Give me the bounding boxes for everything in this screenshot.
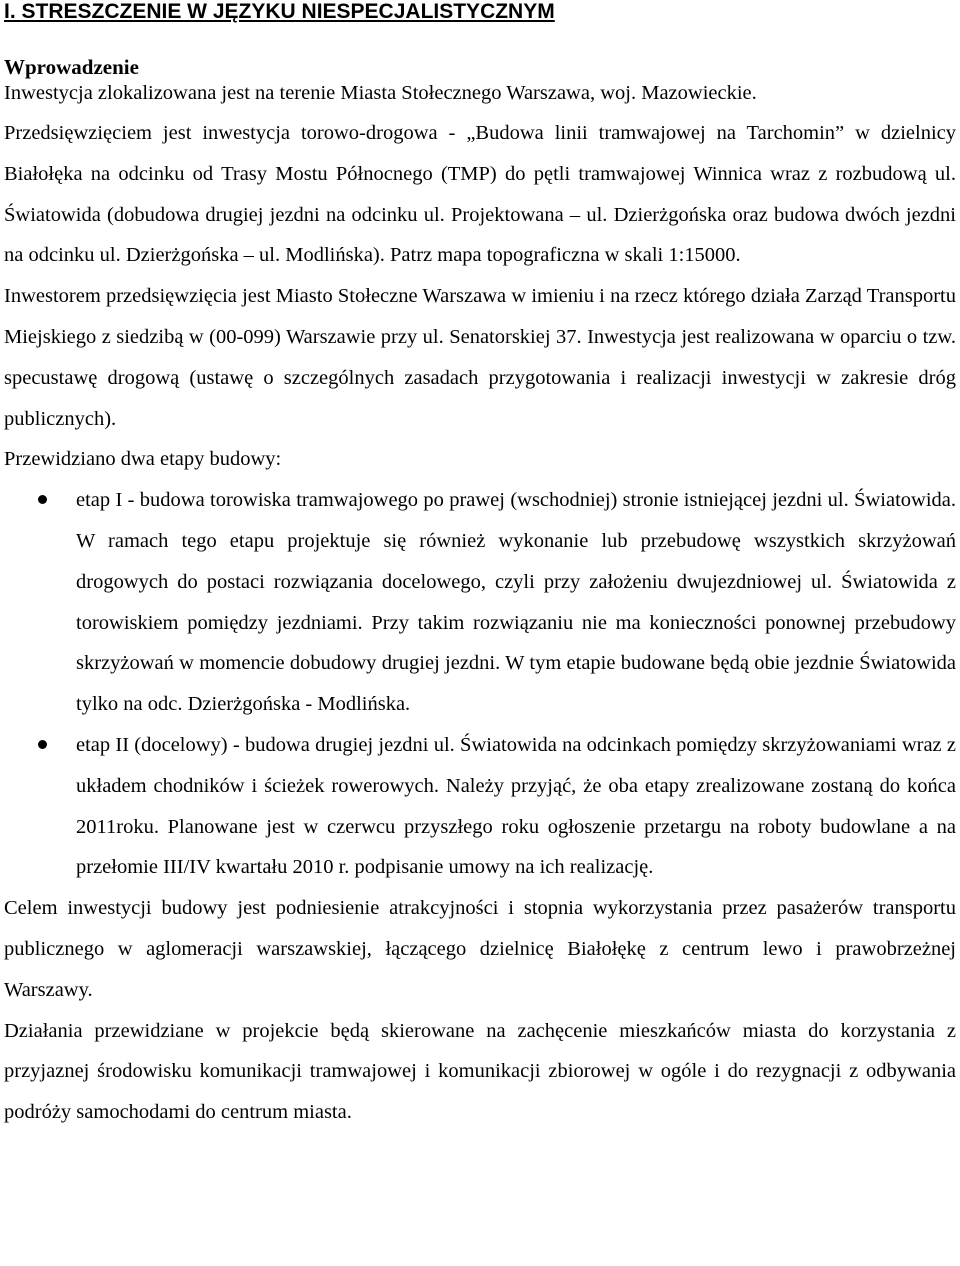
investor-paragraph: Inwestorem przedsięwzięcia jest Miasto Stołeczne Warszawa w imieniu i na rzecz którego działa Zarząd Transportu Miejskiego z siedzibą w (00-099) Warszawie przy ul. Senatorskiej 37. Inwestycja jest realizowana w oparciu o tzw. specustawę drogową (ustawę o szczególnych zasadach przygotowania i realizacji inwestycji w zakresie dróg publicznych). xyxy=(4,285,956,430)
stage-1-text: etap I - budowa torowiska tramwajowego po prawej (wschodniej) stronie istniejącej jezdni ul. Światowida. W ramach tego etapu projektuje się również wykonanie lub przebudowę wszystkich skrzyżowań drogowych do postaci rozwiązania docelowego, czyli przy założeniu dwujezdniowej ul. Światowida z torowiskiem pomiędzy jezdniami. Przy takim rozwiązaniu nie ma konieczności ponownej przebudowy skrzyżowań w momencie dobudowy drugiej jezdni. W tym etapie budowane będą obie jezdnie Światowida tylko na odc. Dzierżgońska - Modlińska. xyxy=(76,489,956,716)
intro-heading: Wprowadzenie xyxy=(4,55,139,79)
list-item xyxy=(4,725,956,888)
bullet-icon xyxy=(38,740,47,749)
stages-list xyxy=(4,480,956,888)
document-page xyxy=(4,0,956,1133)
goal-paragraph: Celem inwestycji budowy jest podniesienie atrakcyjności i stopnia wykorzystania przez pasażerów transportu publicznego w aglomeracji warszawskiej, łączącego dzielnicę Białołękę z centrum lewo i prawobrzeżnej Warszawy. xyxy=(4,897,956,1001)
section-title-text: I. STRESZCZENIE W JĘZYKU NIESPECJALISTYCZNYM xyxy=(4,0,555,23)
stages-intro: Przewidziano dwa etapy budowy: xyxy=(4,448,282,471)
stage-2-text: etap II (docelowy) - budowa drugiej jezdni ul. Światowida na odcinkach pomiędzy skrzyżowaniami wraz z układem chodników i ścieżek rowerowych. Należy przyjąć, że oba etapy zrealizowane zostaną do końca 2011roku. Planowane jest w czerwcu przyszłego roku ogłoszenie przetargu na roboty budowlane a na przełomie III/IV kwartału 2010 r. podpisanie umowy na ich realizację. xyxy=(76,733,956,879)
bullet-icon xyxy=(38,495,47,504)
list-item xyxy=(4,480,956,725)
intro-paragraph-line1: Inwestycja zlokalizowana jest na terenie Miasta Stołecznego Warszawa, woj. Mazowieckie. xyxy=(4,82,757,104)
intro-paragraph: Przedsięwzięciem jest inwestycja torowo-drogowa - „Budowa linii tramwajowej na Tarchomin” w dzielnicy Białołęka na odcinku od Trasy Mostu Północnego (TMP) do pętli tramwajowej Winnica wraz z rozbudową ul. Światowida (dobudowa drugiej jezdni na odcinku ul. Projektowana – ul. Dzierżgońska oraz budowa dwóch jezdni na odcinku ul. Dzierżgońska – ul. Modlińska). Patrz mapa topograficzna w skali 1:15000. xyxy=(4,122,956,267)
actions-paragraph: Działania przewidziane w projekcie będą skierowane na zachęcenie mieszkańców miasta do korzystania z przyjaznej środowisku komunikacji tramwajowej i komunikacji zbiorowej w ogóle i do rezygnacji z odbywania podróży samochodami do centrum miasta. xyxy=(4,1019,956,1124)
section-title xyxy=(4,0,956,24)
